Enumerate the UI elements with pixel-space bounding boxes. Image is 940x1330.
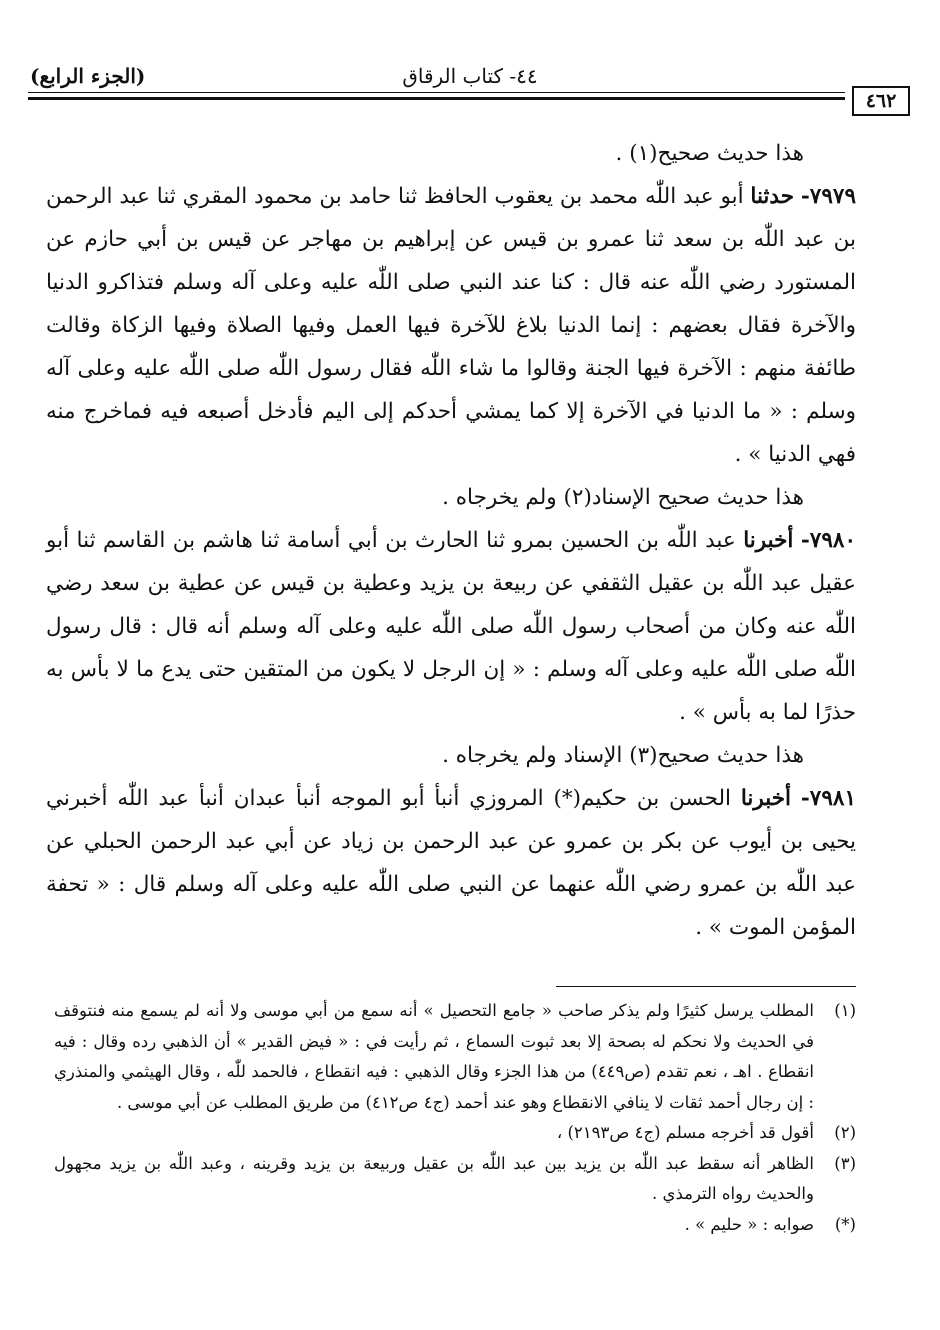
hadith-text: أبو عبد اللّٰه محمد بن يعقوب الحافظ ثنا حامد بن محمود المقري ثنا عبد الرحمن بن عبد اللّٰه بن سعد ثنا عمرو بن قيس عن إبراهيم بن مهاجر عن قيس بن أبي حازم عن المستورد رضي اللّٰه عنه قال : كنا عند النبي صلى اللّٰه عليه وعلى آله وسلم فتذاكرو الدنيا والآخرة فقال بعضهم : إنما الدنيا بلاغ للآخرة فيها العمل وفيها الصلاة وفيها الزكاة وقالت طائفة منهم : الآخرة فيها الجنة وقالوا ما شاء اللّٰه فقال رسول اللّٰه صلى اللّٰه عليه وعلى آله وسلم : « ما الدنيا في الآخرة إلا كما يمشي أحدكم إلى اليم فأدخل أصبعه فيه فماخرج منه فهي الدنيا » .: [46, 184, 856, 467]
footnote-mark: (١): [834, 1001, 856, 1020]
hadith-7980: [46, 519, 856, 734]
grading-note-3: هذا حديث صحيح(٣) الإسناد ولم يخرجاه .: [442, 743, 804, 768]
hadith-text: عبد اللّٰه بن الحسين بمرو ثنا الحارث بن أبي أسامة ثنا هاشم بن القاسم ثنا أبو عقيل عبد اللّٰه بن عقيل الثقفي عن ربيعة بن يزيد وعطية بن قيس عن عطية بن سعد رضي اللّٰه عنه وكان من أصحاب رسول اللّٰه صلى اللّٰه عليه وعلى آله وسلم أنه قال : قال رسول اللّٰه صلى اللّٰه عليه وعلى آله وسلم : « إن الرجل لا يكون من المتقين حتى يدع ما لا بأس به حذرًا لما به بأس » .: [46, 528, 856, 725]
book-title: ٤٤- كتاب الرقاق: [402, 64, 538, 88]
main-text: [46, 132, 856, 949]
hadith-number: ٧٩٨٠-: [800, 528, 856, 553]
hadith-7981: [46, 777, 856, 949]
hadith-number: ٧٩٨١-: [800, 786, 856, 811]
footnote-text: صوابه : « حليم » .: [684, 1214, 814, 1234]
footnote-mark: (٣): [834, 1153, 856, 1173]
hadith-opening: حدثنا: [750, 184, 794, 209]
running-header: [30, 60, 910, 100]
hadith-7979: [46, 175, 856, 476]
grading-note-2: هذا حديث صحيح الإسناد(٢) ولم يخرجاه .: [442, 485, 804, 510]
header-rule-thick: [28, 97, 845, 100]
hadith-number: ٧٩٧٩-: [800, 184, 856, 209]
footnote-text: المطلب يرسل كثيرًا ولم يذكر صاحب « جامع التحصيل » أنه سمع من أبي موسى ولا أنه لم يسمع منه فنتوقف في الحديث ولا نحكم له بصحة إلا بعد ثبوت السماع ، ثم رأيت في : « فيض القدير » أن الذهبي رده وقال : فيه انقطاع . اهـ ، نعم تقدم (ص٤٤٩) من هذا الجزء وقال الذهبي : فيه انقطاع ، فالحمد للّٰه ، وقال الهيثمي والمنذري : إن رجال أحمد ثقات لا ينافي الانقطاع وهو عند أحمد (ج٤ ص٤١٢) من طريق المطلب عن أبي موسى .: [54, 1001, 814, 1112]
footnote-3: [54, 1149, 856, 1210]
footnote-mark: (*): [834, 1214, 856, 1234]
hadith-opening: أخبرنا: [740, 786, 791, 811]
hadith-text: الحسن بن حكيم(*) المروزي أنبأ أبو الموجه أنبأ عبدان أنبأ عبد اللّٰه أخبرني يحيى بن أيوب عن بكر بن عمرو عن عبد الرحمن بن زياد عن أبي عبد الرحمن الحبلي عن عبد اللّٰه بن عمرو رضي اللّٰه عنهما عن النبي صلى اللّٰه عليه وعلى آله وسلم قال : « تحفة المؤمن الموت » .: [46, 786, 856, 940]
footnotes: [54, 996, 856, 1240]
footnote-mark: (٢): [834, 1123, 856, 1142]
volume-label: (الجزء الرابع): [30, 64, 146, 88]
footnote-text: أقول قد أخرجه مسلم (ج٤ ص٢١٩٣) ،: [556, 1123, 814, 1142]
footnote-2: [54, 1118, 856, 1149]
footnote-1: [54, 996, 856, 1118]
grading-note-1: هذا حديث صحيح(١) .: [615, 141, 804, 166]
page-number: ٤٦٢: [865, 90, 897, 112]
footnote-separator: [556, 986, 856, 987]
hadith-opening: أخبرنا: [743, 528, 794, 553]
page-number-box: [852, 86, 910, 116]
footnote-star: [54, 1210, 856, 1241]
header-rule-thin: [28, 92, 845, 93]
footnote-text: الظاهر أنه سقط عبد اللّٰه بن يزيد بين عبد اللّٰه بن عقيل وربيعة بن يزيد وقرينه ، وعبد اللّٰه بن يزيد مجهول والحديث رواه الترمذي .: [54, 1153, 814, 1203]
